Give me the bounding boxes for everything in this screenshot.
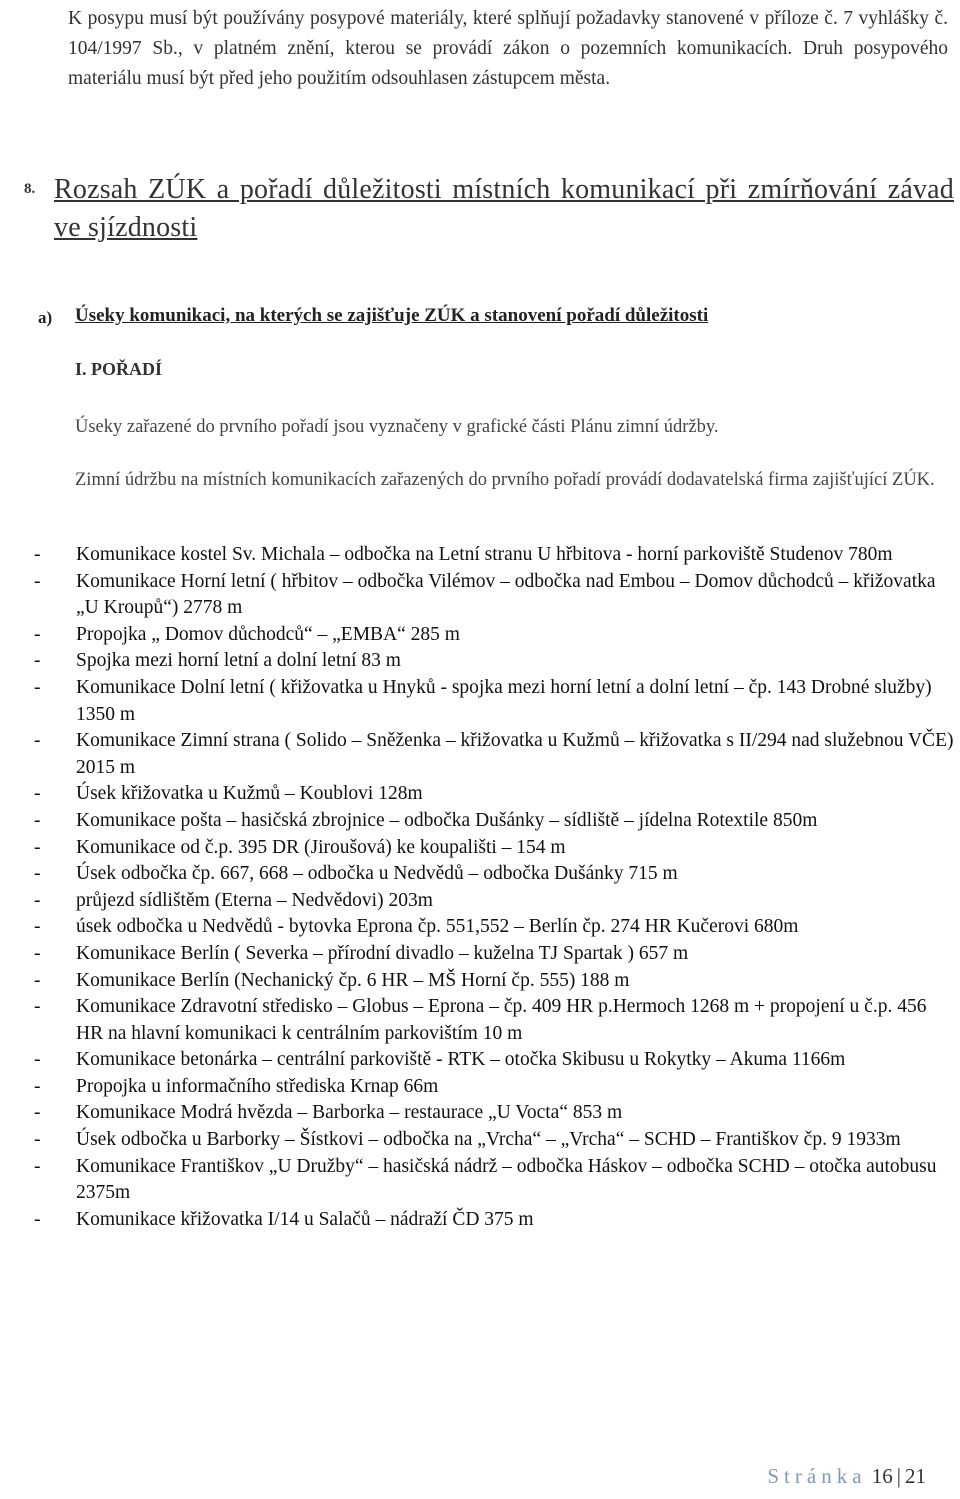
list-item-text: Komunikace Horní letní ( hřbitov – odbočka Vilémov – odbočka nad Embou – Domov důchodců – křižovatka „U Kroupů“) 2778 m [76,570,936,619]
subsection-label: a) [38,308,53,327]
intro-paragraph: K posypu musí být používány posypové materiály, které splňují požadavky stanovené v příloze č. 7 vyhlášky č. 104/1997 Sb., v platném znění, kterou se provádí zákon o pozemních komunikacích. Druh posypového materiálu musí být před jeho použitím odsouhlasen zástupcem města. [68,8,948,89]
list-item [34,1127,954,1154]
list-item-text: úsek odbočka u Nedvědů - bytovka Eprona čp. 551,552 – Berlín čp. 274 HR Kučerovi 680m [76,916,799,938]
footer-page-label: Stránka [767,1464,867,1488]
list-item-text: Komunikace Berlín ( Severka – přírodní divadlo – kuželna TJ Spartak ) 657 m [76,942,689,964]
list-item-text: Úsek odbočka u Barborky – Šístkovi – odbočka na „Vrcha“ – „Vrcha“ – SCHD – Františkov čp. 9 1933m [76,1129,901,1151]
list-item [34,728,954,781]
subsection-title: Úseky komunikaci, na kterých se zajišťuje ZÚK a stanovení pořadí důležitosti [75,305,709,326]
page-footer [767,1462,926,1490]
list-item [34,569,954,622]
list-item-text: průjezd sídlištěm (Eterna – Nedvědovi) 203m [76,889,433,911]
list-dash: - [34,969,41,991]
list-item-text: Propojka „ Domov důchodců“ – „EMBA“ 285 m [76,623,460,645]
list-dash: - [34,1075,41,1097]
list-item [34,1154,954,1207]
list-item [34,968,954,995]
list-item [34,648,954,675]
list-item-text: Komunikace Zimní strana ( Solido – Sněženka – křižovatka u Kužmů – křižovatka s II/294 nad služebnou VČE) 2015 m [76,730,954,778]
list-dash: - [34,996,41,1018]
section-title: Rozsah ZÚK a pořadí důležitosti místních komunikací při zmírňování závad ve sjízdnosti [54,174,954,243]
road-section-list [34,542,954,1233]
list-dash: - [34,623,41,645]
list-item-text: Komunikace kostel Sv. Michala – odbočka na Letní stranu U hřbitova - horní parkoviště Studenov 780m [76,544,893,565]
list-dash: - [34,916,41,938]
list-dash: - [34,863,41,885]
section-number: 8. [24,181,36,197]
list-item-text: Komunikace Dolní letní ( křižovatka u Hnyků - spojka mezi horní letní a dolní letní – čp. 143 Drobné služby) 1350 m [76,676,932,725]
list-dash: - [34,544,41,565]
list-item [34,675,954,728]
list-item-text: Komunikace Modrá hvězda – Barborka – restaurace „U Vocta“ 853 m [76,1102,623,1124]
list-item-text: Komunikace Berlín (Nechanický čp. 6 HR – MŠ Horní čp. 555) 188 m [76,969,630,991]
list-item [34,1100,954,1127]
list-dash: - [34,836,41,858]
list-item-text: Komunikace Františkov „U Družby“ – hasičská nádrž – odbočka Háskov – odbočka SCHD – otočka autobusu 2375m [76,1155,937,1204]
footer-separator: | [896,1464,901,1488]
footer-page-total: 21 [905,1464,926,1488]
list-item-text: Komunikace pošta – hasičská zbrojnice – odbočka Dušánky – sídliště – jídelna Rotextile 850m [76,809,818,831]
list-dash: - [34,1049,41,1071]
list-dash: - [34,1155,41,1177]
order-heading: I. POŘADÍ [75,359,163,379]
list-dash: - [34,942,41,964]
list-item [34,941,954,968]
list-dash: - [34,676,41,698]
paragraph-first-order: Úseky zařazené do prvního pořadí jsou vyznačeny v grafické části Plánu zimní údržby. [75,417,719,437]
list-item-text: Propojka u informačního střediska Krnap 66m [76,1075,439,1097]
list-dash: - [34,650,41,672]
list-item-text: Úsek odbočka čp. 667, 668 – odbočka u Nedvědů – odbočka Dušánky 715 m [76,863,678,885]
list-item [34,914,954,941]
list-item [34,1074,954,1101]
list-item-text: Komunikace Zdravotní středisko – Globus – Eprona – čp. 409 HR p.Hermoch 1268 m + propojení u č.p. 456 HR na hlavní komunikaci k centrálním parkovištím 10 m [76,996,927,1044]
list-dash: - [34,809,41,831]
list-item [34,1047,954,1074]
list-item [34,888,954,915]
list-item-text: Komunikace betonárka – centrální parkoviště - RTK – otočka Skibusu u Rokytky – Akuma 1166m [76,1049,846,1071]
list-dash: - [34,730,41,752]
list-item [34,622,954,649]
list-item [34,835,954,862]
list-dash: - [34,783,41,805]
list-item [34,861,954,888]
list-dash: - [34,1129,41,1151]
list-dash: - [34,1208,41,1230]
list-dash: - [34,1102,41,1124]
list-item [34,808,954,835]
list-item-text: Komunikace od č.p. 395 DR (Jiroušová) ke koupališti – 154 m [76,836,566,858]
list-item-text: Úsek křižovatka u Kužmů – Koublovi 128m [76,783,423,805]
list-item [34,1207,954,1234]
list-item-text: Spojka mezi horní letní a dolní letní 83 m [76,650,401,672]
list-item [34,542,954,569]
footer-page-number: 16 [871,1464,893,1488]
paragraph-maintenance-provider: Zimní údržbu na místních komunikacích zařazených do prvního pořadí provádí dodavatelská firma zajišťující ZÚK. [75,470,935,490]
list-item [34,994,954,1047]
list-item [34,781,954,808]
list-item-text: Komunikace křižovatka I/14 u Salačů – nádraží ČD 375 m [76,1208,534,1230]
list-dash: - [34,570,41,592]
list-dash: - [34,889,41,911]
